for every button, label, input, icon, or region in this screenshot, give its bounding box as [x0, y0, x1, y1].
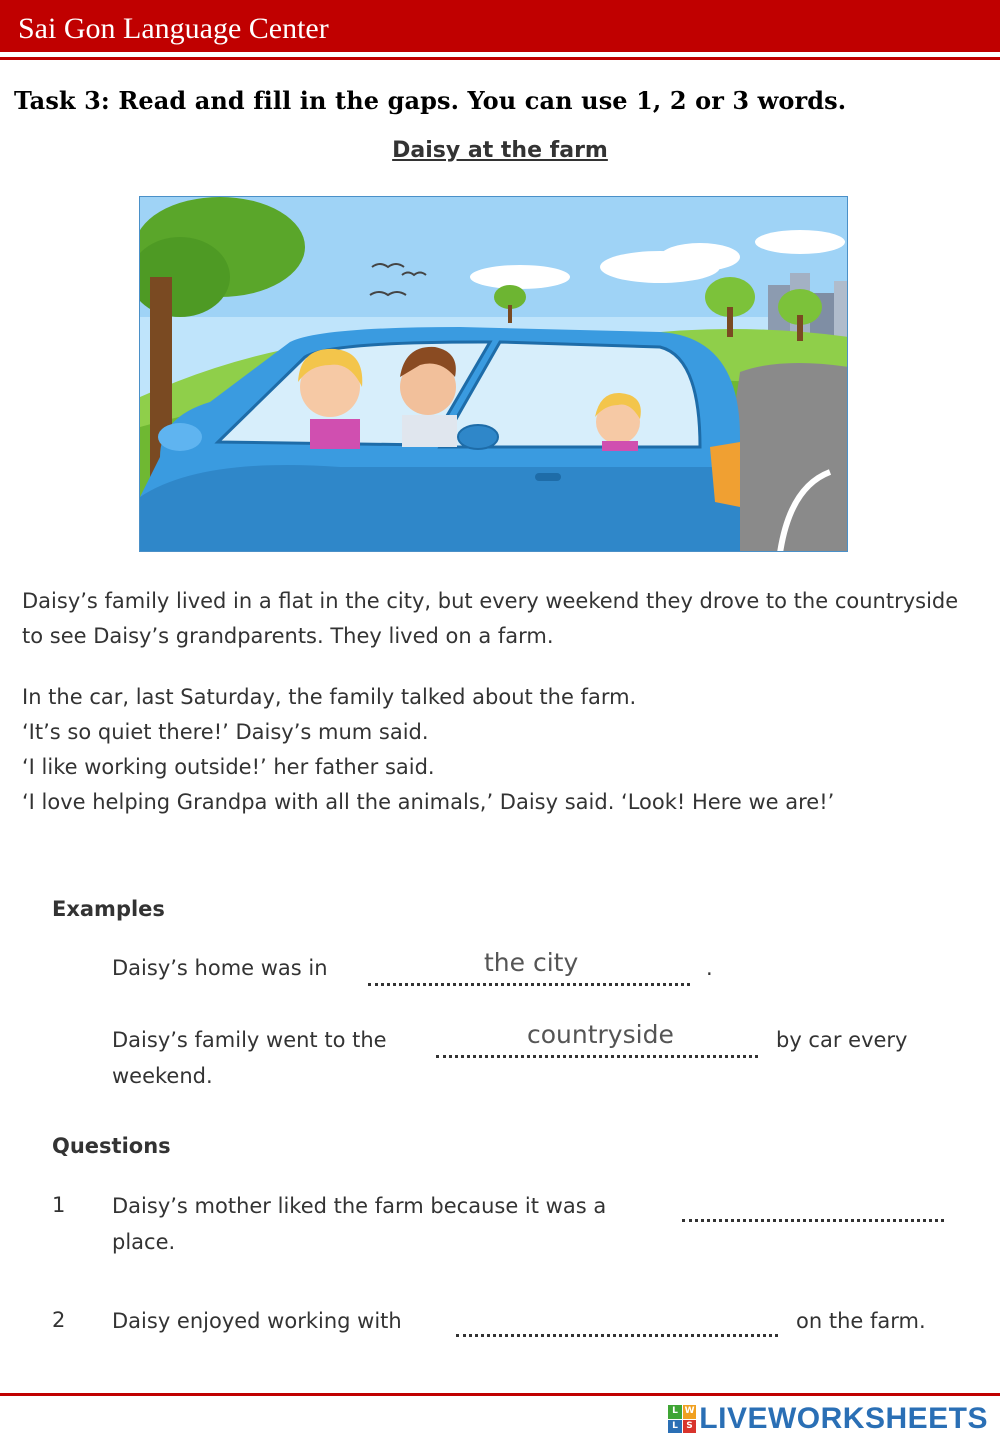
liveworksheets-logo-text: LIVEWORKSHEETS [699, 1402, 988, 1435]
questions-heading: Questions [52, 1134, 171, 1158]
header-divider [0, 57, 1000, 60]
example-1-answer: the city [484, 948, 579, 977]
question-1-input[interactable] [682, 1192, 944, 1222]
car-illustration-image [140, 197, 848, 552]
car-illustration [139, 196, 848, 552]
example-2-answer: countryside [527, 1020, 674, 1049]
liveworksheets-logo [668, 1402, 988, 1436]
question-2-before: Daisy enjoyed working with [112, 1309, 402, 1333]
question-1-before: Daisy’s mother liked the farm because it was a [112, 1194, 607, 1218]
story-paragraph-1 [22, 584, 970, 654]
story-line: ‘It’s so quiet there!’ Daisy’s mum said. [22, 720, 429, 744]
task-title: Task 3: Read and fill in the gaps. You can use 1, 2 or 3 words. [14, 86, 847, 115]
story-title-wrapper [0, 138, 1000, 163]
question-2-after: on the farm. [796, 1309, 926, 1333]
examples-heading: Examples [52, 897, 165, 921]
example-2-before: Daisy’s family went to the [112, 1028, 387, 1052]
story-line: ‘I like working outside!’ her father said. [22, 755, 435, 779]
story-line: In the car, last Saturday, the family talked about the farm. [22, 685, 637, 709]
header-bar [0, 0, 1000, 52]
logo-letter: L [668, 1405, 682, 1419]
question-1-continuation: place. [112, 1230, 176, 1254]
logo-letter: W [683, 1405, 697, 1419]
logo-letter: L [668, 1420, 682, 1434]
story-title: Daisy at the farm [392, 138, 608, 163]
example-2-continuation: weekend. [112, 1064, 213, 1088]
question-2-number: 2 [52, 1308, 66, 1332]
question-1-number: 1 [52, 1193, 66, 1217]
question-2-input[interactable] [456, 1307, 778, 1337]
liveworksheets-logo-icon [668, 1405, 696, 1433]
header-title: Sai Gon Language Center [18, 12, 329, 45]
story-paragraph-2 [22, 680, 970, 820]
footer-divider [0, 1393, 1000, 1396]
example-2-after: by car every [776, 1028, 908, 1052]
story-paragraph-1-text: Daisy’s family lived in a flat in the city, but every weekend they drove to the countryside to see Daisy’s grandparents. They lived on a farm. [22, 589, 959, 648]
example-1-after: . [706, 956, 713, 980]
example-1-before: Daisy’s home was in [112, 956, 328, 980]
story-line: ‘I love helping Grandpa with all the animals,’ Daisy said. ‘Look! Here we are!’ [22, 790, 835, 814]
logo-letter: S [683, 1420, 697, 1434]
